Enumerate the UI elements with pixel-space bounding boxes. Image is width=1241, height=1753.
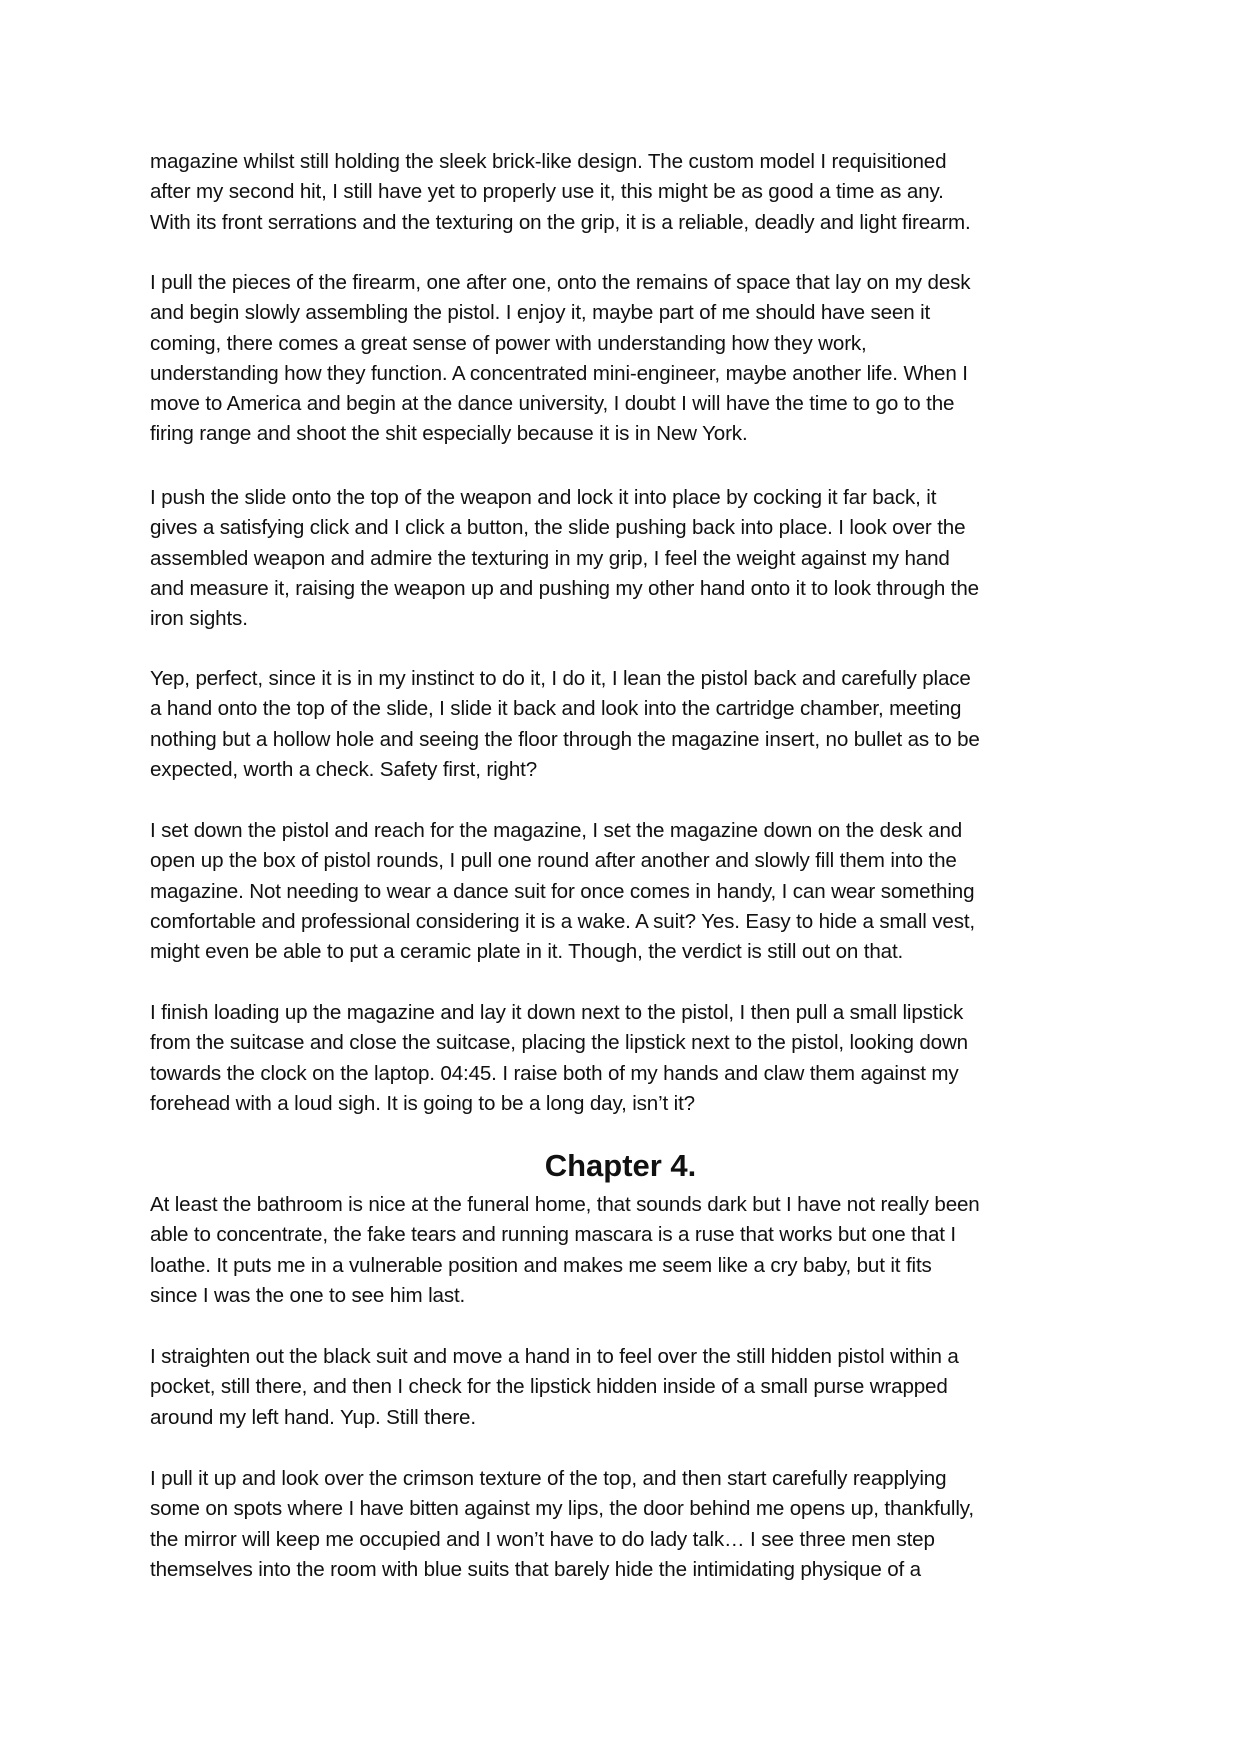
text-line: the mirror will keep me occupied and I won’t have to do lady talk… I see three men step [150,1527,935,1551]
text-line: pocket, still there, and then I check for the lipstick hidden inside of a small purse wrapped [150,1375,948,1399]
text-line: after my second hit, I still have yet to properly use it, this might be as good a time as any. [150,180,944,204]
chapter-paragraph-1 [150,1190,1110,1311]
text-line: I push the slide onto the top of the weapon and lock it into place by cocking it far back, it [150,486,937,509]
text-line: and begin slowly assembling the pistol. I enjoy it, maybe part of me should have seen it [150,301,931,325]
paragraph-4 [150,664,1110,785]
text-line: assembled weapon and admire the texturing in my grip, I feel the weight against my hand [150,546,950,570]
text-line: I straighten out the black suit and move a hand in to feel over the still hidden pistol within a [150,1345,959,1368]
text-line: iron sights. [150,607,248,631]
paragraph-1 [150,147,1110,238]
chapter-paragraph-2 [150,1342,1110,1433]
text-line: magazine whilst still holding the sleek brick-like design. The custom model I requisitioned [150,150,947,173]
text-line: from the suitcase and close the suitcase, placing the lipstick next to the pistol, looking down [150,1031,968,1055]
text-line: comfortable and professional considering it is a wake. A suit? Yes. Easy to hide a small vest, [150,909,975,933]
text-line: I set down the pistol and reach for the magazine, I set the magazine down on the desk and [150,819,963,842]
text-line: around my left hand. Yup. Still there. [150,1405,476,1429]
text-line: Yep, perfect, since it is in my instinct to do it, I do it, I lean the pistol back and carefully place [150,667,971,690]
text-line: nothing but a hollow hole and seeing the floor through the magazine insert, no bullet as to be [150,727,980,751]
chapter-paragraph-3 [150,1464,1110,1585]
text-line: able to concentrate, the fake tears and running mascara is a ruse that works but one that I [150,1223,956,1247]
text-line: understanding how they function. A concentrated mini-engineer, maybe another life. When I [150,361,968,385]
text-line: coming, there comes a great sense of power with understanding how they work, [150,331,867,355]
chapter-heading: Chapter 4. [544,1148,697,1183]
text-line: forehead with a loud sigh. It is going to be a long day, isn’t it? [150,1091,695,1115]
text-line: move to America and begin at the dance university, I doubt I will have the time to go to the [150,392,955,416]
text-line: expected, worth a check. Safety first, right? [150,757,538,781]
paragraph-6 [150,998,1110,1119]
paragraph-3 [150,483,1110,634]
text-line: themselves into the room with blue suits that barely hide the intimidating physique of a [150,1557,921,1581]
paragraph-5 [150,816,1110,967]
text-line: I finish loading up the magazine and lay it down next to the pistol, I then pull a small lipstick [150,1001,964,1024]
text-line: some on spots where I have bitten against my lips, the door behind me opens up, thankfully, [150,1497,974,1521]
text-line: At least the bathroom is nice at the funeral home, that sounds dark but I have not really been [150,1193,980,1216]
text-line: loathe. It puts me in a vulnerable position and makes me seem like a cry baby, but it fits [150,1253,932,1277]
text-line: I pull the pieces of the firearm, one after one, onto the remains of space that lay on my desk [150,271,971,294]
text-line: magazine. Not needing to wear a dance suit for once comes in handy, I can wear something [150,879,975,903]
text-line: firing range and shoot the shit especially because it is in New York. [150,422,748,446]
text-line: gives a satisfying click and I click a button, the slide pushing back into place. I look over the [150,516,966,540]
text-line: With its front serrations and the texturing on the grip, it is a reliable, deadly and light firearm. [150,210,971,234]
text-line: open up the box of pistol rounds, I pull one round after another and slowly fill them into the [150,849,957,873]
paragraph-2 [150,268,1110,450]
text-line: since I was the one to see him last. [150,1283,466,1307]
text-line: and measure it, raising the weapon up and pushing my other hand onto it to look through the [150,576,979,600]
text-line: might even be able to put a ceramic plate in it. Though, the verdict is still out on that. [150,940,904,964]
text-line: towards the clock on the laptop. 04:45. I raise both of my hands and claw them against my [150,1061,959,1085]
text-line: I pull it up and look over the crimson texture of the top, and then start carefully reapplying [150,1467,947,1490]
text-line: a hand onto the top of the slide, I slide it back and look into the cartridge chamber, meeting [150,697,962,721]
